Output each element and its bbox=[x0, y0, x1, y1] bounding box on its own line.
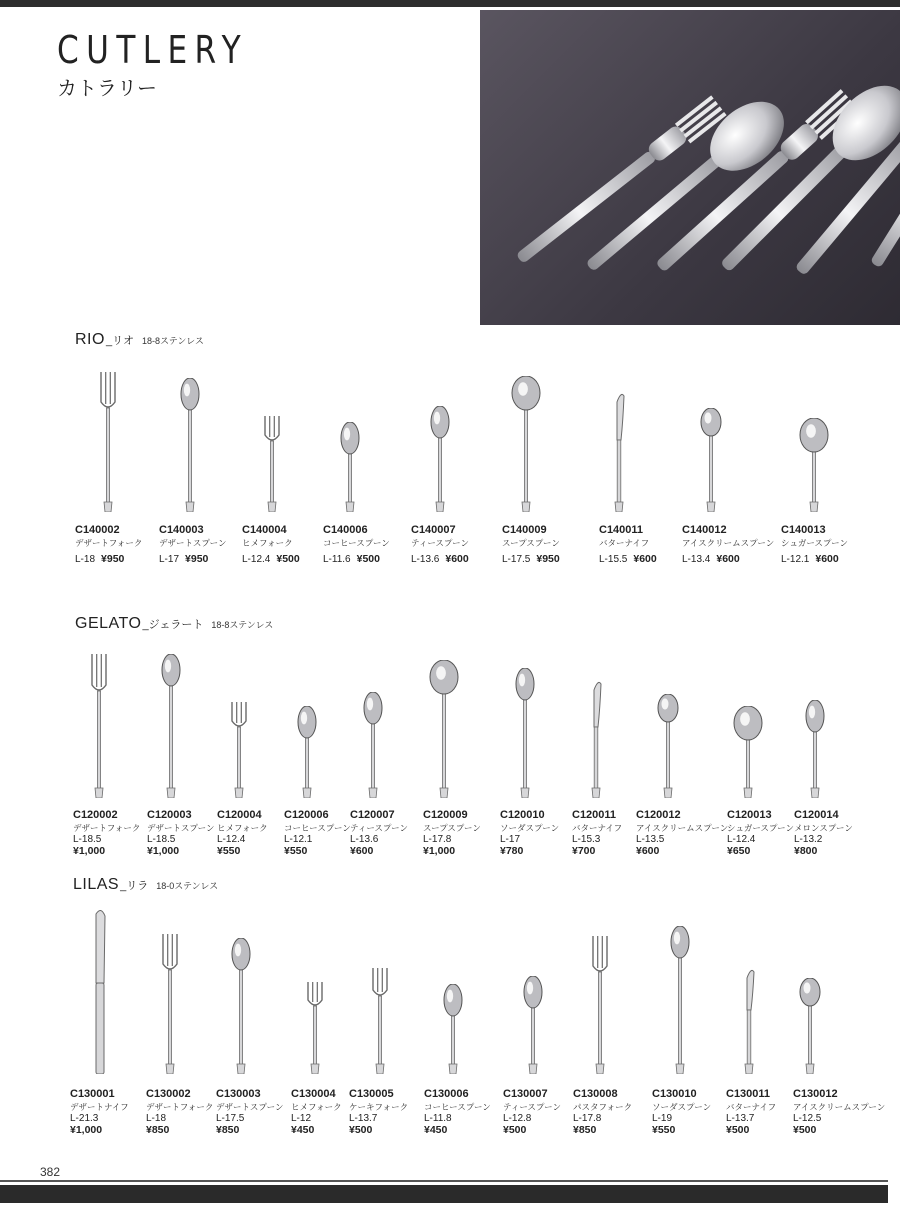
product-name: ケーキフォーク bbox=[349, 1102, 409, 1112]
product-code: C130011 bbox=[726, 1088, 771, 1100]
product-code: C140004 bbox=[242, 524, 287, 536]
butter-icon bbox=[599, 392, 639, 517]
product-name: ティースプーン bbox=[350, 823, 408, 833]
product-item bbox=[159, 524, 227, 567]
series-kana: _ジェラート bbox=[142, 619, 204, 631]
series-kana: _リラ bbox=[120, 880, 149, 892]
section-title-lilas bbox=[73, 876, 218, 894]
product-name: デザートスプーン bbox=[216, 1102, 284, 1112]
product-length: L-17 bbox=[159, 554, 180, 565]
product-price: ¥600 bbox=[633, 553, 657, 565]
product-price: ¥950 bbox=[536, 553, 560, 565]
product-item bbox=[284, 809, 351, 857]
product-item bbox=[75, 524, 142, 567]
product-price: ¥780 bbox=[500, 845, 524, 857]
product-code: C130001 bbox=[70, 1088, 115, 1100]
product-length: L-15.3 bbox=[572, 834, 601, 845]
ice-icon bbox=[648, 694, 688, 803]
product-length: L-18.5 bbox=[73, 834, 102, 845]
product-name: デザートスプーン bbox=[147, 823, 215, 833]
product-name: シュガースプーン bbox=[781, 538, 848, 548]
product-name: ティースプーン bbox=[503, 1102, 561, 1112]
product-name: ソーダスプーン bbox=[500, 823, 560, 833]
fork-icon bbox=[79, 654, 119, 803]
product-name: コーヒースプーン bbox=[424, 1102, 491, 1112]
series-kana: _リオ bbox=[105, 335, 134, 347]
section-title-rio bbox=[75, 331, 204, 349]
spoon-icon bbox=[505, 668, 545, 803]
product-price: ¥850 bbox=[573, 1124, 597, 1136]
product-length: L-17.8 bbox=[573, 1113, 602, 1124]
product-item bbox=[411, 524, 469, 567]
product-length: L-12.8 bbox=[503, 1113, 532, 1124]
product-price: ¥600 bbox=[445, 553, 469, 565]
product-length: L-13.2 bbox=[794, 834, 823, 845]
product-name: バターナイフ bbox=[599, 538, 650, 548]
product-name: スープスプーン bbox=[423, 823, 481, 833]
product-code: C130005 bbox=[349, 1088, 394, 1100]
product-name: スープスプーン bbox=[502, 538, 560, 548]
product-length: L-18.5 bbox=[147, 834, 176, 845]
product-name: ヒメフォーク bbox=[242, 538, 293, 548]
product-item bbox=[73, 809, 140, 857]
product-name: デザートフォーク bbox=[146, 1102, 214, 1112]
product-length: L-13.6 bbox=[350, 834, 379, 845]
product-item bbox=[599, 524, 657, 567]
product-price: ¥550 bbox=[652, 1124, 676, 1136]
product-price: ¥850 bbox=[216, 1124, 240, 1136]
product-price: ¥600 bbox=[716, 553, 740, 565]
product-price: ¥1,000 bbox=[423, 845, 456, 857]
fork-icon bbox=[360, 968, 400, 1079]
product-length: L-12.4 bbox=[727, 834, 756, 845]
product-length: L-13.4 bbox=[682, 554, 711, 565]
product-code: C120007 bbox=[350, 809, 395, 821]
ice-icon bbox=[691, 408, 731, 517]
product-item bbox=[726, 1088, 776, 1136]
product-price: ¥500 bbox=[356, 553, 380, 565]
product-code: C130006 bbox=[424, 1088, 469, 1100]
product-item bbox=[793, 1088, 885, 1136]
product-price: ¥600 bbox=[636, 845, 660, 857]
product-length: L-21.3 bbox=[70, 1113, 99, 1124]
product-name: コーヒースプーン bbox=[284, 823, 351, 833]
product-length: L-12 bbox=[291, 1113, 312, 1124]
spoon-icon bbox=[420, 406, 460, 517]
product-item bbox=[727, 809, 794, 857]
product-item bbox=[652, 1088, 711, 1136]
product-name: アイスクリームスプーン bbox=[793, 1102, 886, 1112]
product-price: ¥950 bbox=[101, 553, 125, 565]
product-name: デザートフォーク bbox=[73, 823, 141, 833]
product-item bbox=[146, 1088, 213, 1136]
product-length: L-15.5 bbox=[599, 554, 628, 565]
product-price: ¥950 bbox=[185, 553, 209, 565]
product-item bbox=[350, 809, 408, 857]
product-code: C140011 bbox=[599, 524, 644, 536]
product-price: ¥500 bbox=[349, 1124, 373, 1136]
spoon-icon bbox=[170, 378, 210, 517]
fork-icon bbox=[295, 982, 335, 1079]
product-price: ¥550 bbox=[217, 845, 241, 857]
product-code: C140013 bbox=[781, 524, 826, 536]
product-price: ¥550 bbox=[284, 845, 308, 857]
product-item bbox=[794, 809, 853, 857]
product-item bbox=[502, 524, 560, 567]
product-length: L-17.8 bbox=[423, 834, 452, 845]
series-name: GELATO bbox=[75, 615, 142, 632]
product-length: L-19 bbox=[652, 1113, 673, 1124]
soup-icon bbox=[794, 418, 834, 517]
product-code: C140003 bbox=[159, 524, 204, 536]
product-code: C130008 bbox=[573, 1088, 618, 1100]
product-code: C120003 bbox=[147, 809, 192, 821]
product-item bbox=[70, 1088, 129, 1136]
product-price: ¥700 bbox=[572, 845, 596, 857]
butter-icon bbox=[576, 680, 616, 803]
product-code: C120002 bbox=[73, 809, 118, 821]
product-length: L-12.1 bbox=[781, 554, 810, 565]
product-item bbox=[217, 809, 268, 857]
spoon-icon bbox=[795, 700, 835, 803]
product-price: ¥850 bbox=[146, 1124, 170, 1136]
product-code: C130002 bbox=[146, 1088, 191, 1100]
spoon-icon bbox=[513, 976, 553, 1079]
product-code: C130010 bbox=[652, 1088, 697, 1100]
product-length: L-12.1 bbox=[284, 834, 313, 845]
product-name: シュガースプーン bbox=[727, 823, 794, 833]
spoon-icon bbox=[151, 654, 191, 803]
product-price: ¥1,000 bbox=[147, 845, 180, 857]
cutlery-photo-illustration bbox=[480, 10, 900, 325]
product-code: C120009 bbox=[423, 809, 468, 821]
product-code: C140006 bbox=[323, 524, 368, 536]
soup-icon bbox=[424, 660, 464, 803]
product-length: L-12.5 bbox=[793, 1113, 822, 1124]
product-price: ¥500 bbox=[726, 1124, 750, 1136]
product-price: ¥800 bbox=[794, 845, 818, 857]
product-name: メロンスプーン bbox=[794, 823, 853, 833]
product-code: C120012 bbox=[636, 809, 681, 821]
product-item bbox=[781, 524, 848, 567]
spoon-icon bbox=[660, 926, 700, 1079]
product-code: C140012 bbox=[682, 524, 727, 536]
product-code: C130012 bbox=[793, 1088, 838, 1100]
product-item bbox=[147, 809, 215, 857]
product-code: C120006 bbox=[284, 809, 329, 821]
product-name: ソーダスプーン bbox=[652, 1102, 712, 1112]
product-price: ¥600 bbox=[815, 553, 839, 565]
product-item bbox=[682, 524, 774, 567]
bottom-rule-thin bbox=[0, 1180, 888, 1182]
product-item bbox=[500, 809, 559, 857]
product-price: ¥1,000 bbox=[70, 1124, 103, 1136]
spoon-icon bbox=[221, 938, 261, 1079]
product-length: L-13.6 bbox=[411, 554, 440, 565]
fork-icon bbox=[580, 936, 620, 1079]
product-length: L-13.5 bbox=[636, 834, 665, 845]
spoon-icon bbox=[287, 706, 327, 803]
product-length: L-12.4 bbox=[217, 834, 246, 845]
spoon-icon bbox=[330, 422, 370, 517]
product-name: ヒメフォーク bbox=[217, 823, 268, 833]
product-item bbox=[323, 524, 390, 567]
product-code: C140002 bbox=[75, 524, 120, 536]
product-name: アイスクリームスプーン bbox=[636, 823, 729, 833]
series-material: 18-8ステンレス bbox=[141, 336, 204, 346]
product-length: L-17.5 bbox=[502, 554, 531, 565]
product-item bbox=[216, 1088, 284, 1136]
product-item bbox=[291, 1088, 342, 1136]
product-length: L-17 bbox=[500, 834, 521, 845]
product-item bbox=[424, 1088, 491, 1136]
product-code: C140009 bbox=[502, 524, 547, 536]
page-subtitle: カトラリー bbox=[57, 76, 157, 100]
product-code: C130004 bbox=[291, 1088, 336, 1100]
product-name: デザートナイフ bbox=[70, 1102, 129, 1112]
spoon-icon bbox=[353, 692, 393, 803]
product-length: L-12.4 bbox=[242, 554, 271, 565]
product-price: ¥650 bbox=[727, 845, 751, 857]
product-name: コーヒースプーン bbox=[323, 538, 390, 548]
product-item bbox=[242, 524, 300, 567]
product-price: ¥1,000 bbox=[73, 845, 106, 857]
product-length: L-13.7 bbox=[349, 1113, 378, 1124]
spoon-icon bbox=[433, 984, 473, 1079]
product-price: ¥450 bbox=[424, 1124, 448, 1136]
product-length: L-18 bbox=[146, 1113, 167, 1124]
bottom-rule bbox=[0, 1185, 888, 1203]
series-material: 18-0ステンレス bbox=[156, 881, 219, 891]
product-price: ¥450 bbox=[291, 1124, 315, 1136]
fork-icon bbox=[150, 934, 190, 1079]
section-title-gelato bbox=[75, 615, 273, 633]
product-item bbox=[349, 1088, 408, 1136]
fork-icon bbox=[219, 702, 259, 803]
product-price: ¥500 bbox=[276, 553, 300, 565]
product-code: C120011 bbox=[572, 809, 617, 821]
butter-icon bbox=[729, 968, 769, 1079]
product-price: ¥500 bbox=[503, 1124, 527, 1136]
ice-icon bbox=[790, 978, 830, 1079]
fork-icon bbox=[88, 372, 128, 517]
product-name: デザートフォーク bbox=[75, 538, 143, 548]
cutlery-photo bbox=[480, 10, 900, 325]
product-length: L-11.8 bbox=[424, 1113, 452, 1124]
product-length: L-18 bbox=[75, 554, 96, 565]
product-name: バターナイフ bbox=[726, 1102, 777, 1112]
product-code: C120004 bbox=[217, 809, 262, 821]
product-length: L-11.6 bbox=[323, 554, 351, 565]
product-length: L-17.5 bbox=[216, 1113, 245, 1124]
product-name: パスタフォーク bbox=[573, 1102, 633, 1112]
product-item bbox=[636, 809, 728, 857]
series-material: 18-8ステンレス bbox=[211, 620, 274, 630]
product-code: C130003 bbox=[216, 1088, 261, 1100]
product-item bbox=[573, 1088, 632, 1136]
top-rule bbox=[0, 0, 900, 7]
series-name: LILAS bbox=[73, 876, 120, 893]
product-item bbox=[572, 809, 622, 857]
product-length: L-13.7 bbox=[726, 1113, 755, 1124]
product-code: C120010 bbox=[500, 809, 545, 821]
product-code: C130007 bbox=[503, 1088, 548, 1100]
product-code: C120014 bbox=[794, 809, 839, 821]
page-number: 382 bbox=[40, 1165, 61, 1179]
series-name: RIO bbox=[75, 331, 105, 348]
product-item bbox=[503, 1088, 561, 1136]
product-name: デザートスプーン bbox=[159, 538, 227, 548]
product-price: ¥600 bbox=[350, 845, 374, 857]
product-name: アイスクリームスプーン bbox=[682, 538, 775, 548]
product-name: ヒメフォーク bbox=[291, 1102, 342, 1112]
product-item bbox=[423, 809, 481, 857]
page-title: CUTLERY bbox=[57, 28, 249, 72]
knife-icon bbox=[80, 908, 120, 1079]
fork-icon bbox=[252, 416, 292, 517]
soup-icon bbox=[506, 376, 546, 517]
product-code: C120013 bbox=[727, 809, 772, 821]
product-name: バターナイフ bbox=[572, 823, 623, 833]
product-price: ¥500 bbox=[793, 1124, 817, 1136]
product-name: ティースプーン bbox=[411, 538, 469, 548]
product-code: C140007 bbox=[411, 524, 456, 536]
soup-icon bbox=[728, 706, 768, 803]
